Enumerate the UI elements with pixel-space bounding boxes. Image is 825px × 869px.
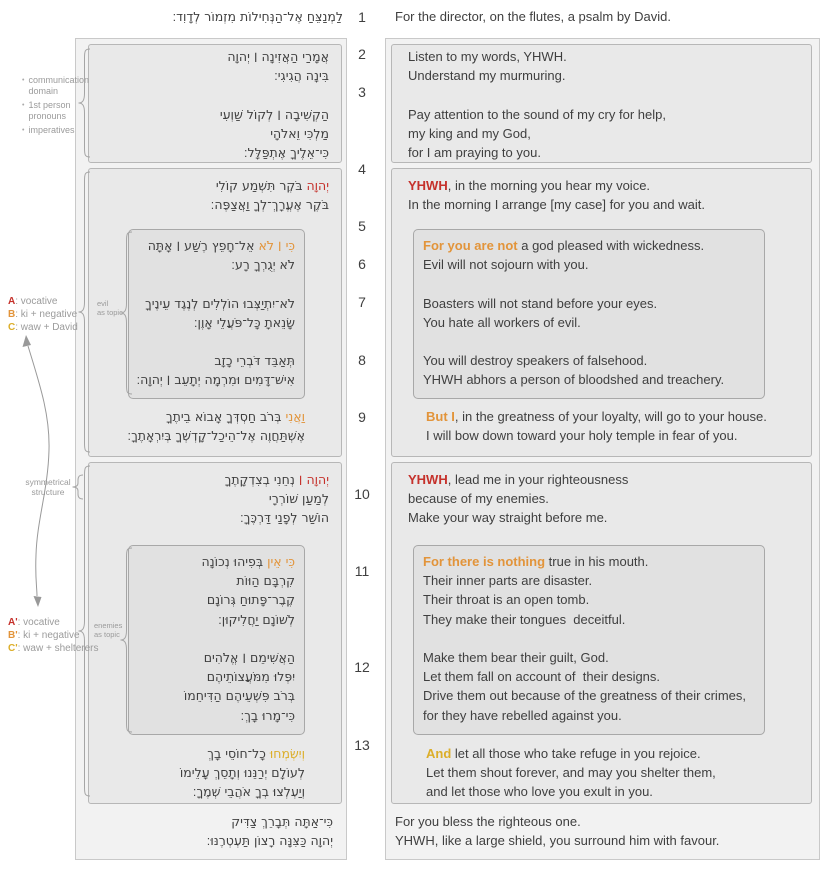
english-line: They make their tongues deceitful. [423, 611, 626, 627]
bullet-icon: • [22, 102, 25, 109]
hebrew-line: תְּאַבֵּד דֹּבְרֵי כָזָב [214, 353, 295, 369]
verse-number: 3 [358, 84, 366, 100]
hebrew-line: קִרְבָּם הַוּוֹת [236, 573, 295, 589]
verse-number: 7 [358, 294, 366, 310]
verse-number: 13 [354, 737, 370, 753]
verse-number: 2 [358, 46, 366, 62]
verse-number: 6 [358, 256, 366, 272]
english-block-first-half [391, 168, 812, 457]
english-line: You hate all workers of evil. [423, 314, 581, 330]
hebrew-closing-lines [88, 812, 333, 850]
highlight-for-you-are-not: For you are not [423, 238, 518, 253]
verse-number-1: 1 [358, 9, 366, 25]
enemies-as-topic-label: enemies as topic [94, 621, 123, 639]
brace-opening-section [78, 48, 90, 158]
english-line: For there is nothing true in his mouth. [423, 554, 649, 569]
hebrew-nested-enemies-box [128, 545, 305, 735]
english-block-second-half [391, 462, 812, 804]
bullet-icon: • [22, 127, 25, 134]
english-line: Drive them out because of the greatness of their crimes, [423, 688, 746, 704]
opening-features-list [22, 75, 89, 139]
blank-line [423, 629, 760, 648]
highlight-yhwh: יְהוָה [306, 178, 329, 193]
list-item: • communication domain [22, 75, 89, 96]
hebrew-line: כִּי־מָרוּ בָךְ׃ [240, 707, 295, 723]
highlight-yhwh: YHWH [408, 178, 448, 193]
highlight-ki-en: כִּי אֵין [267, 554, 295, 569]
english-line: for I am praying to you. [408, 144, 541, 160]
symmetrical-structure-label: symmetrical structure [25, 477, 71, 497]
verse-number: 8 [358, 352, 366, 368]
highlight-and: And [426, 746, 452, 761]
english-closing-lines [395, 812, 719, 850]
english-nested-enemies-box [413, 545, 765, 735]
english-line: Their inner parts are disaster. [423, 573, 593, 589]
hebrew-line: הוֹשַׁר לְפָנַי דַּרְכֶּךָ׃ [239, 510, 329, 526]
hebrew-line: יְהוָה בֹּקֶר תִּשְׁמַע קוֹלִי [215, 178, 329, 193]
highlight-waani: וַאֲנִי [285, 409, 305, 424]
english-line: For the director, on the flutes, a psalm by David. [395, 9, 672, 24]
symmetry-arrow [14, 330, 64, 615]
english-line: Pay attention to the sound of my cry for help, [408, 106, 666, 122]
english-line: Listen to my words, YHWH. [408, 49, 567, 64]
english-line: Make your way straight before me. [408, 510, 608, 526]
verse-number: 10 [354, 486, 370, 502]
english-line: In the morning I arrange [my case] for you and wait. [408, 197, 705, 213]
blank-line [133, 274, 295, 293]
english-line: Boasters will not stand before your eyes. [423, 295, 658, 311]
highlight-yhwh: יְהוָה ׀ [298, 472, 329, 487]
english-line: YHWH, in the morning you hear my voice. [408, 178, 651, 193]
english-line: and let those who love you exult in you. [426, 784, 653, 800]
brace-evil-topic [120, 231, 133, 395]
blank-line [93, 85, 329, 104]
hebrew-line: וַאֲנִי בְּרֹב חַסְדְּךָ אָבוֹא בֵיתֶךָ [165, 409, 305, 424]
english-line: YHWH, like a large shield, you surround him with favour. [395, 833, 720, 849]
verse1-english [395, 7, 671, 26]
list-item: C': waw + shelterers [8, 643, 99, 654]
english-line: my king and my God, [408, 125, 531, 141]
list-item: • imperatives [22, 125, 75, 135]
hebrew-nested-evil-box [128, 229, 305, 399]
blank-line [133, 629, 295, 648]
english-block-opening [391, 44, 812, 163]
english-line: Their throat is an open tomb. [423, 592, 590, 608]
english-line: Make them bear their guilt, God. [423, 649, 609, 665]
english-line: YHWH abhors a person of bloodshed and treachery. [423, 372, 725, 388]
hebrew-line: כִּי־אֵלֶיךָ אֶתְפַּלָּל׃ [243, 144, 329, 160]
arrowhead-down-icon [34, 596, 42, 607]
hebrew-line: וְיִשְׂמְחוּ כָל־חוֹסֵי בָךְ [207, 746, 305, 761]
english-line: And let all those who take refuge in you rejoice. [426, 746, 701, 761]
hebrew-line: אֶשְׁתַּחֲוֶה אֶל־הֵיכַל־קָדְשְׁךָ בְּיִרְאָתֶךָ׃ [127, 428, 305, 444]
hebrew-line: לֹא־יִתְיַצְּבוּ הוֹלְלִים לְנֶגֶד עֵינֶיךָ [145, 295, 295, 311]
english-line: Let them fall on account of their designs. [423, 669, 661, 685]
english-line: YHWH, lead me in your righteousness [408, 472, 629, 487]
hebrew-line: וְיַעְלְצוּ בְךָ אֹהֲבֵי שְׁמֶךָ׃ [192, 784, 305, 800]
list-item: • 1st person pronouns [22, 100, 71, 121]
blank-line [133, 332, 295, 351]
hebrew-line: לְעוֹלָם יְרַנֵּנוּ וְתָסֵךְ עָלֵימוֹ [179, 765, 305, 781]
blank-line [408, 85, 807, 104]
highlight-but-i: But I [426, 409, 455, 424]
english-line: for they have rebelled against you. [423, 707, 622, 723]
hebrew-line: לְשׁוֹנָם יַחֲלִיקוּן׃ [218, 611, 295, 627]
blank-line [423, 332, 760, 351]
hebrew-line: אִישׁ־דָּמִים וּמִרְמָה יְתָעֵב ׀ יְהוָה׃ [136, 372, 295, 388]
bullet-icon: • [22, 77, 25, 84]
hebrew-line: כִּי־אַתָּה תְּבָרֵךְ צַדִּיק [231, 814, 333, 829]
verse1-hebrew [100, 7, 343, 26]
verse-number: 4 [358, 161, 366, 177]
hebrew-line: בְּרֹב פִּשְׁעֵיהֶם הַדִּיחֵמוֹ [183, 688, 295, 704]
verse-number: 9 [358, 409, 366, 425]
hebrew-line: בִּינָה הֲגִיגִי׃ [274, 68, 329, 84]
english-line: I will bow down toward your holy temple in fear of you. [426, 428, 738, 444]
brace-second-half-section [78, 465, 90, 797]
hebrew-line: לַמְנַצֵּחַ אֶל־הַנְּחִילוֹת מִזְמוֹר לְדָוִד׃ [172, 9, 343, 24]
english-line: Understand my murmuring. [408, 68, 566, 84]
hebrew-line: מַלְכִּי וֵאלֹהָי [270, 125, 329, 141]
arrowhead-up-icon [23, 335, 32, 347]
highlight-ki-lo: כִּי ׀ לֹא [258, 238, 295, 253]
verse-number: 5 [358, 218, 366, 234]
verse-number: 11 [354, 563, 370, 579]
brace-first-half-section [78, 171, 90, 453]
hebrew-line: לֹא יְגֻרְךָ רָע׃ [231, 257, 295, 273]
list-item: B: ki + negative [8, 309, 78, 320]
hebrew-line: יִפְּלוּ מִמֹּעֲצוֹתֵיהֶם [206, 669, 295, 685]
hebrew-line: יְהוָה כַּצִּנָּה רָצוֹן תַּעְטְרֶנּוּ׃ [206, 833, 333, 849]
list-item: C: waw + David [8, 322, 78, 333]
list-item: A': vocative [8, 617, 60, 628]
list-item: B': ki + negative [8, 630, 80, 641]
hebrew-block-opening [88, 44, 342, 163]
english-line: because of my enemies. [408, 491, 549, 507]
hebrew-line: שָׂנֵאתָ כָּל־פֹּעֲלֵי אָוֶן׃ [193, 314, 295, 330]
verse-number: 12 [354, 659, 370, 675]
english-line: For you bless the righteous one. [395, 814, 581, 829]
hebrew-line: קֶבֶר־פָּתוּחַ גְּרוֹנָם [206, 592, 295, 608]
brace-symmetry [71, 474, 83, 500]
hebrew-line: אֲמָרַי הַאֲזִינָה ׀ יְהוָה [227, 49, 329, 64]
abc-structure-list [8, 295, 78, 334]
list-item: A: vocative [8, 296, 58, 307]
evil-as-topic-label: evil as topic [97, 299, 123, 317]
highlight-weyismehu: וְיִשְׂמְחוּ [269, 746, 305, 761]
hebrew-line: יְהוָה ׀ נְחֵנִי בְצִדְקָתֶךָ [224, 472, 329, 487]
hebrew-line: כִּי אֵין בְּפִיהוּ נְכוֹנָה [201, 554, 295, 569]
hebrew-line: כִּי ׀ לֹא אֵל־חָפֵץ רֶשַׁע ׀ אָתָּה [147, 238, 295, 253]
hebrew-line: לְמַעַן שׁוֹרְרָי [268, 491, 329, 507]
blank-line [423, 274, 760, 293]
hebrew-line: הַקְשִׁיבָה ׀ לְקוֹל שַׁוְעִי [219, 106, 329, 122]
hebrew-line: הַאֲשִׁימֵם ׀ אֱלֹהִים [203, 649, 295, 665]
english-nested-evil-box [413, 229, 765, 399]
english-line: Evil will not sojourn with you. [423, 257, 589, 273]
english-line: Let them shout forever, and may you shelter them, [426, 765, 716, 781]
highlight-for-there-is-nothing: For there is nothing [423, 554, 546, 569]
english-line: You will destroy speakers of falsehood. [423, 353, 648, 369]
english-line: But I, in the greatness of your loyalty, will go to your house. [426, 409, 767, 424]
highlight-yhwh: YHWH [408, 472, 448, 487]
brace-enemies-topic [120, 547, 133, 733]
hebrew-line: בֹּקֶר אֶעֱרָךְ־לְךָ וַאֲצַפֶּה׃ [210, 197, 329, 213]
english-line: For you are not a god pleased with wickedness. [423, 238, 705, 253]
